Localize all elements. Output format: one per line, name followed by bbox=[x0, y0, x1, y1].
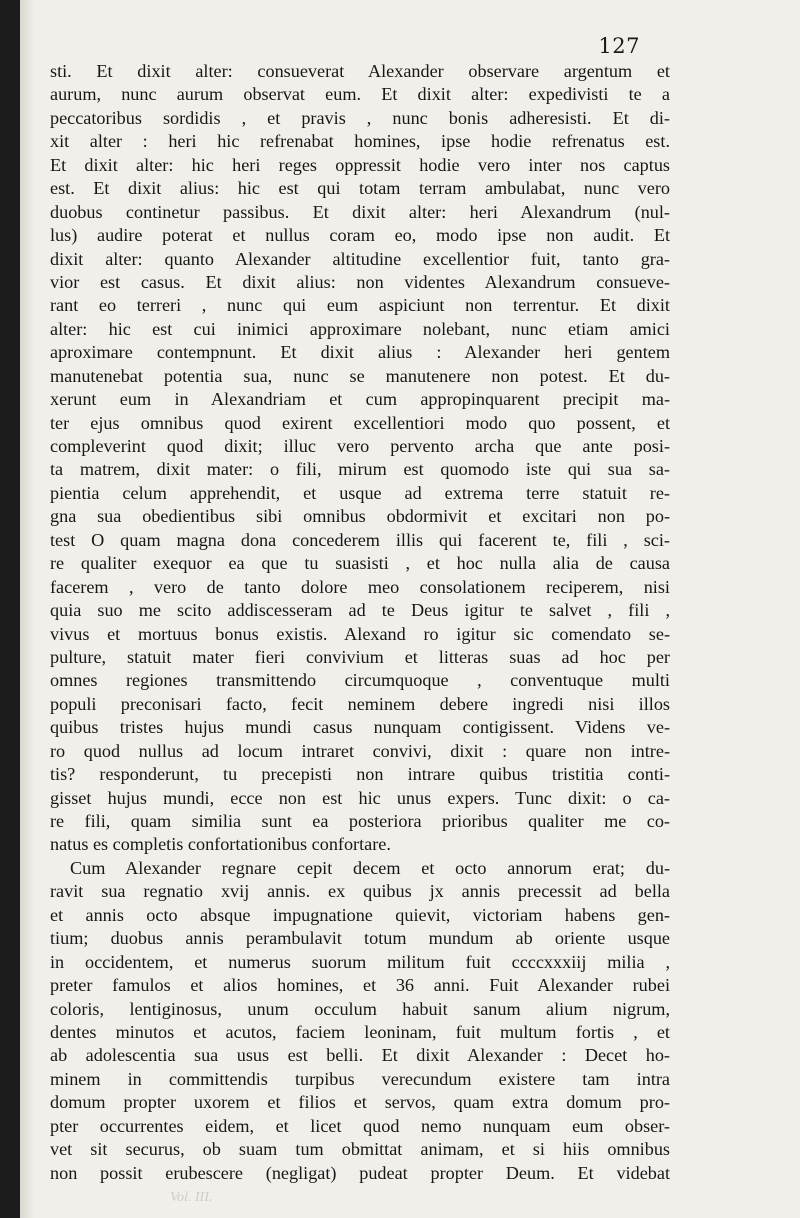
text-line: pter occurrentes eidem, et licet quod nemo nunquam eum obser- bbox=[50, 1115, 670, 1136]
text-line: rant eo terreri , nunc qui eum aspiciunt non terrentur. Et dixit bbox=[50, 295, 670, 316]
text-line: natus es completis confortationibus confortare. bbox=[50, 834, 391, 855]
text-line: xit alter : heri hic refrenabat homines, ipse hodie refrenatus est. bbox=[50, 131, 670, 152]
text-line: re fili, quam similia sunt ea posteriora prioribus qualiter me co- bbox=[50, 811, 670, 831]
text-line: quia suo me scito addiscesseram ad te Deus igitur te salvet , fili , bbox=[50, 600, 670, 621]
text-line: pulture, statuit mater fieri convivium et litteras suas ad hoc per bbox=[50, 646, 670, 667]
text-line: aurum, nunc aurum observat eum. Et dixit alter: expedivisti te a bbox=[50, 84, 670, 105]
text-line: compleverint quod dixit; illuc vero pervento archa que ante posi- bbox=[50, 436, 670, 456]
text-line: omnes regiones transmittendo circumquoque , conventuque multi bbox=[50, 670, 670, 691]
text-line: facerem , vero de tanto dolore meo consolationem reciperem, nisi bbox=[50, 576, 670, 597]
book-page bbox=[20, 0, 800, 1218]
body-text bbox=[50, 60, 670, 1185]
text-line: vivus et mortuus bonus existis. Alexand ro igitur sic comendato se- bbox=[50, 623, 670, 644]
text-line: aproximare contempnunt. Et dixit alius : Alexander heri gentem bbox=[50, 342, 670, 363]
text-line: ravit sua regnatio xvij annis. ex quibus jx annis precessit ad bella bbox=[50, 881, 670, 902]
text-line: vior est casus. Et dixit alius: non videntes Alexandrum consueve- bbox=[50, 271, 670, 292]
text-line: est. Et dixit alius: hic est qui totam terram ambulabat, nunc vero bbox=[50, 178, 670, 199]
text-line: Cum Alexander regnare cepit decem et octo annorum erat; du- bbox=[70, 857, 670, 878]
text-line: quibus tristes hujus mundi casus nunquam contigissent. Videns ve- bbox=[50, 717, 670, 738]
text-line: populi preconisari facto, fecit neminem debere ingredi nisi illos bbox=[50, 693, 670, 714]
signature-mark: Vol. III. bbox=[170, 1190, 213, 1205]
text-line: dixit alter: quanto Alexander altitudine excellentior fuit, tanto gra- bbox=[50, 248, 670, 269]
text-line: in occidentem, et numerus suorum militum fuit ccccxxxiij milia , bbox=[50, 951, 670, 972]
text-line: vet sit securus, ob suam tum obmittat animam, et si hiis omnibus bbox=[50, 1139, 670, 1160]
text-line: ta matrem, dixit mater: o fili, mirum est quomodo iste qui sua sa- bbox=[50, 459, 670, 480]
text-line: sti. Et dixit alter: consueverat Alexander observare argentum et bbox=[50, 61, 670, 81]
text-line: Et dixit alter: hic heri reges oppressit hodie vero inter nos captus bbox=[50, 154, 670, 175]
text-line: test O quam magna dona concederem illis qui facerent te, fili , sci- bbox=[50, 529, 670, 550]
text-line: ab adolescentia sua usus est belli. Et dixit Alexander : Decet ho- bbox=[50, 1045, 670, 1066]
text-line: tis? responderunt, tu precepisti non intrare quibus tristitia conti- bbox=[50, 764, 670, 785]
text-line: lus) audire poterat et nullus coram eo, modo ipse non audit. Et bbox=[50, 225, 670, 246]
text-line: et annis octo absque impugnatione quievit, victoriam habens gen- bbox=[50, 904, 670, 925]
text-line: re qualiter exequor ea que tu suasisti , et hoc nulla alia de causa bbox=[50, 553, 670, 574]
text-line: domum propter uxorem et filios et servos, quam extra domum pro- bbox=[50, 1092, 670, 1113]
text-line: non possit erubescere (negligat) pudeat propter Deum. Et videbat bbox=[50, 1162, 670, 1183]
text-line: xerunt eum in Alexandriam et cum appropinquarent precipit ma- bbox=[50, 389, 670, 410]
text-line: tium; duobus annis perambulavit totum mundum ab oriente usque bbox=[50, 928, 670, 949]
text-line: gisset hujus mundi, ecce non est hic unus expers. Tunc dixit: o ca- bbox=[50, 787, 670, 808]
text-line: ter ejus omnibus quod exirent excellentiori modo quo possent, et bbox=[50, 412, 670, 433]
text-line: duobus continetur passibus. Et dixit alter: heri Alexandrum (nul- bbox=[50, 201, 670, 222]
text-line: dentes minutos et acutos, faciem leoninam, fuit multum fortis , et bbox=[50, 1021, 670, 1042]
text-line: preter famulos et alios homines, et 36 anni. Fuit Alexander rubei bbox=[50, 975, 670, 996]
text-line: manutenebat potentia sua, nunc se manutenere non potest. Et du- bbox=[50, 365, 670, 386]
page-number: 127 bbox=[598, 34, 640, 58]
text-line: ro quod nullus ad locum intraret convivi, dixit : quare non intre- bbox=[50, 740, 670, 761]
text-line: pientia celum apprehendit, et usque ad extrema terre statuit re- bbox=[50, 482, 670, 503]
text-line: peccatoribus sordidis , et pravis , nunc bonis adheresisti. Et di- bbox=[50, 107, 670, 128]
text-line: gna sua obedientibus sibi omnibus obdormivit et excitari non po- bbox=[50, 506, 670, 527]
text-line: minem in committendis turpibus verecundum existere tam intra bbox=[50, 1068, 670, 1089]
text-line: alter: hic est cui inimici approximare nolebant, nunc etiam amici bbox=[50, 318, 670, 339]
text-line: coloris, lentiginosus, unum occulum habuit sanum alium nigrum, bbox=[50, 998, 670, 1019]
